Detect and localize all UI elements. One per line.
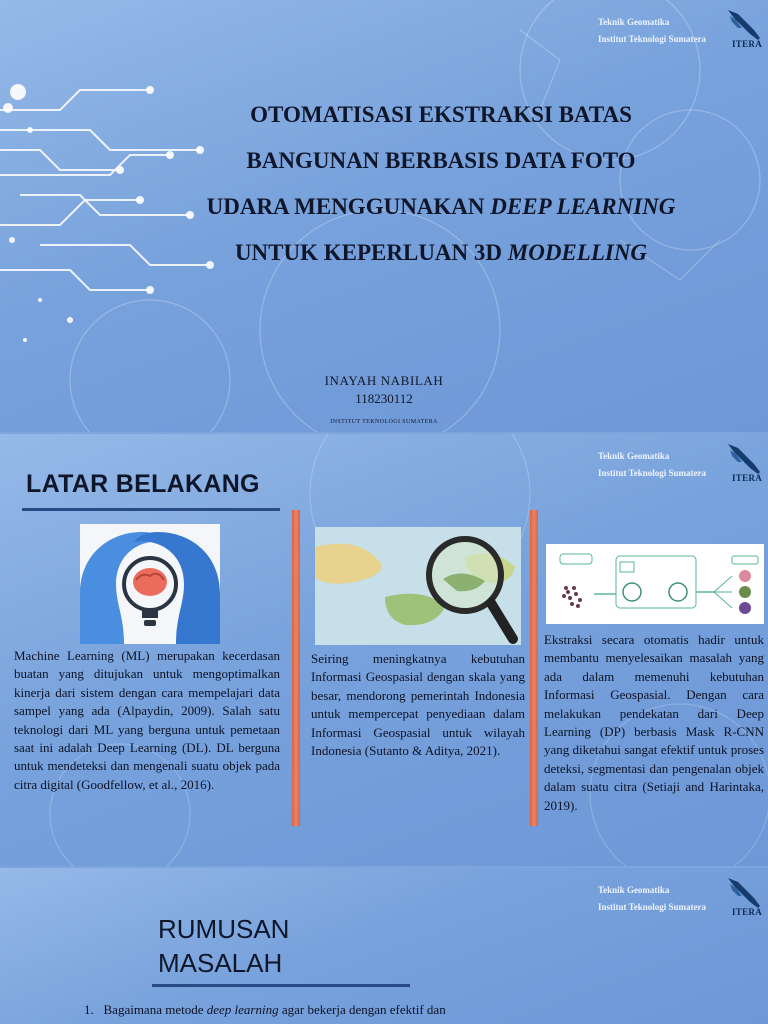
section-heading [158, 912, 289, 980]
department-name: Teknik Geomatika [598, 17, 670, 27]
latar-belakang-paragraph-3: Ekstraksi secara otomatis hadir untuk membantu menyelesaikan masalah yang ada dalam memenuhi kebutuhan Informasi Geospasial. Dengan cara melakukan pendekatan dari Deep Learning (DP) berbasis Mask R-CNN yang diketahui sangat efektif untuk proses deteksi, segmentasi dan pengenalan objek dalam suatu citra (Setiaji and Harintaka, 2019). [544, 632, 764, 813]
heading-line-2: MASALAH [158, 948, 283, 978]
title-slide [0, 0, 768, 432]
list-text-italic: deep learning [206, 1002, 279, 1017]
title-part-1: OTOMATISASI EKSTRAKSI BATAS BANGUNAN BERBASIS DATA FOTO UDARA MENGGUNAKAN [206, 102, 636, 219]
indonesia-map-magnifier-photo [315, 527, 521, 645]
list-number: 1. [84, 1002, 94, 1017]
author-name: INAYAH NABILAH [324, 373, 444, 388]
presentation-title [206, 92, 676, 276]
workflow-diagram [546, 544, 764, 624]
heading-underline [152, 984, 410, 987]
list-text-before: Bagaimana metode [103, 1002, 207, 1017]
brain-bulb-icon [80, 524, 220, 644]
title-part-deep-learning: DEEP LEARNING [490, 194, 676, 219]
institute-name: Institut Teknologi Sumatera [598, 902, 707, 912]
problem-slide [0, 868, 768, 1024]
itera-logo-text: ITERA [731, 907, 762, 917]
brand-header [598, 440, 764, 484]
institute-name: Institut Teknologi Sumatera [598, 34, 707, 44]
ml-brain-illustration [80, 524, 220, 644]
student-id: 118230112 [355, 391, 413, 406]
brand-header [598, 6, 764, 50]
heading-underline [22, 508, 280, 511]
institute-name: Institut Teknologi Sumatera [598, 468, 707, 478]
section-heading: LATAR BELAKANG [26, 470, 260, 498]
brand-header [598, 874, 764, 918]
heading-line-1: RUMUSAN [158, 914, 290, 944]
itera-logo-text: ITERA [731, 39, 762, 49]
author-institution: INSTITUT TEKNOLOGI SUMATERA [330, 419, 438, 425]
column-divider-left [292, 510, 300, 826]
itera-logo-text: ITERA [731, 473, 762, 483]
department-name: Teknik Geomatika [598, 451, 670, 461]
background-slide [0, 434, 768, 866]
problem-list-item-1 [84, 1002, 446, 1018]
itera-logo [724, 6, 764, 50]
list-text-after: agar bekerja dengan efektif dan [278, 1002, 446, 1017]
title-part-modelling: MODELLING [507, 240, 648, 265]
department-name: Teknik Geomatika [598, 885, 670, 895]
column-divider-right [530, 510, 538, 826]
itera-logo [724, 440, 764, 484]
workflow-diagram-graphic [546, 544, 764, 624]
latar-belakang-paragraph-1: Machine Learning (ML) merupakan kecerdasan buatan yang ditujukan untuk mengoptimalkan kinerja dari sistem dengan cara mempelajari data sampel yang ada (Alpaydin, 2009). Salah satu teknologi dari ML yang berguna untuk pemetaan saat ini adalah Deep Learning (DL). DL berguna untuk mendeteksi dan mengenali suatu objek pada citra digital (Goodfellow, et al., 2016). [14, 648, 280, 792]
map-magnifier-icon [315, 527, 521, 645]
title-part-3: UNTUK KEPERLUAN 3D [234, 240, 508, 265]
itera-logo [724, 874, 764, 918]
latar-belakang-paragraph-2: Seiring meningkatnya kebutuhan Informasi Geospasial dengan skala yang besar, mendorong pemerintah Indonesia untuk mempercepat penyediaan dalam Informasi Geospasial untuk wilayah Indonesia (Sutanto & Aditya, 2021). [311, 651, 525, 759]
